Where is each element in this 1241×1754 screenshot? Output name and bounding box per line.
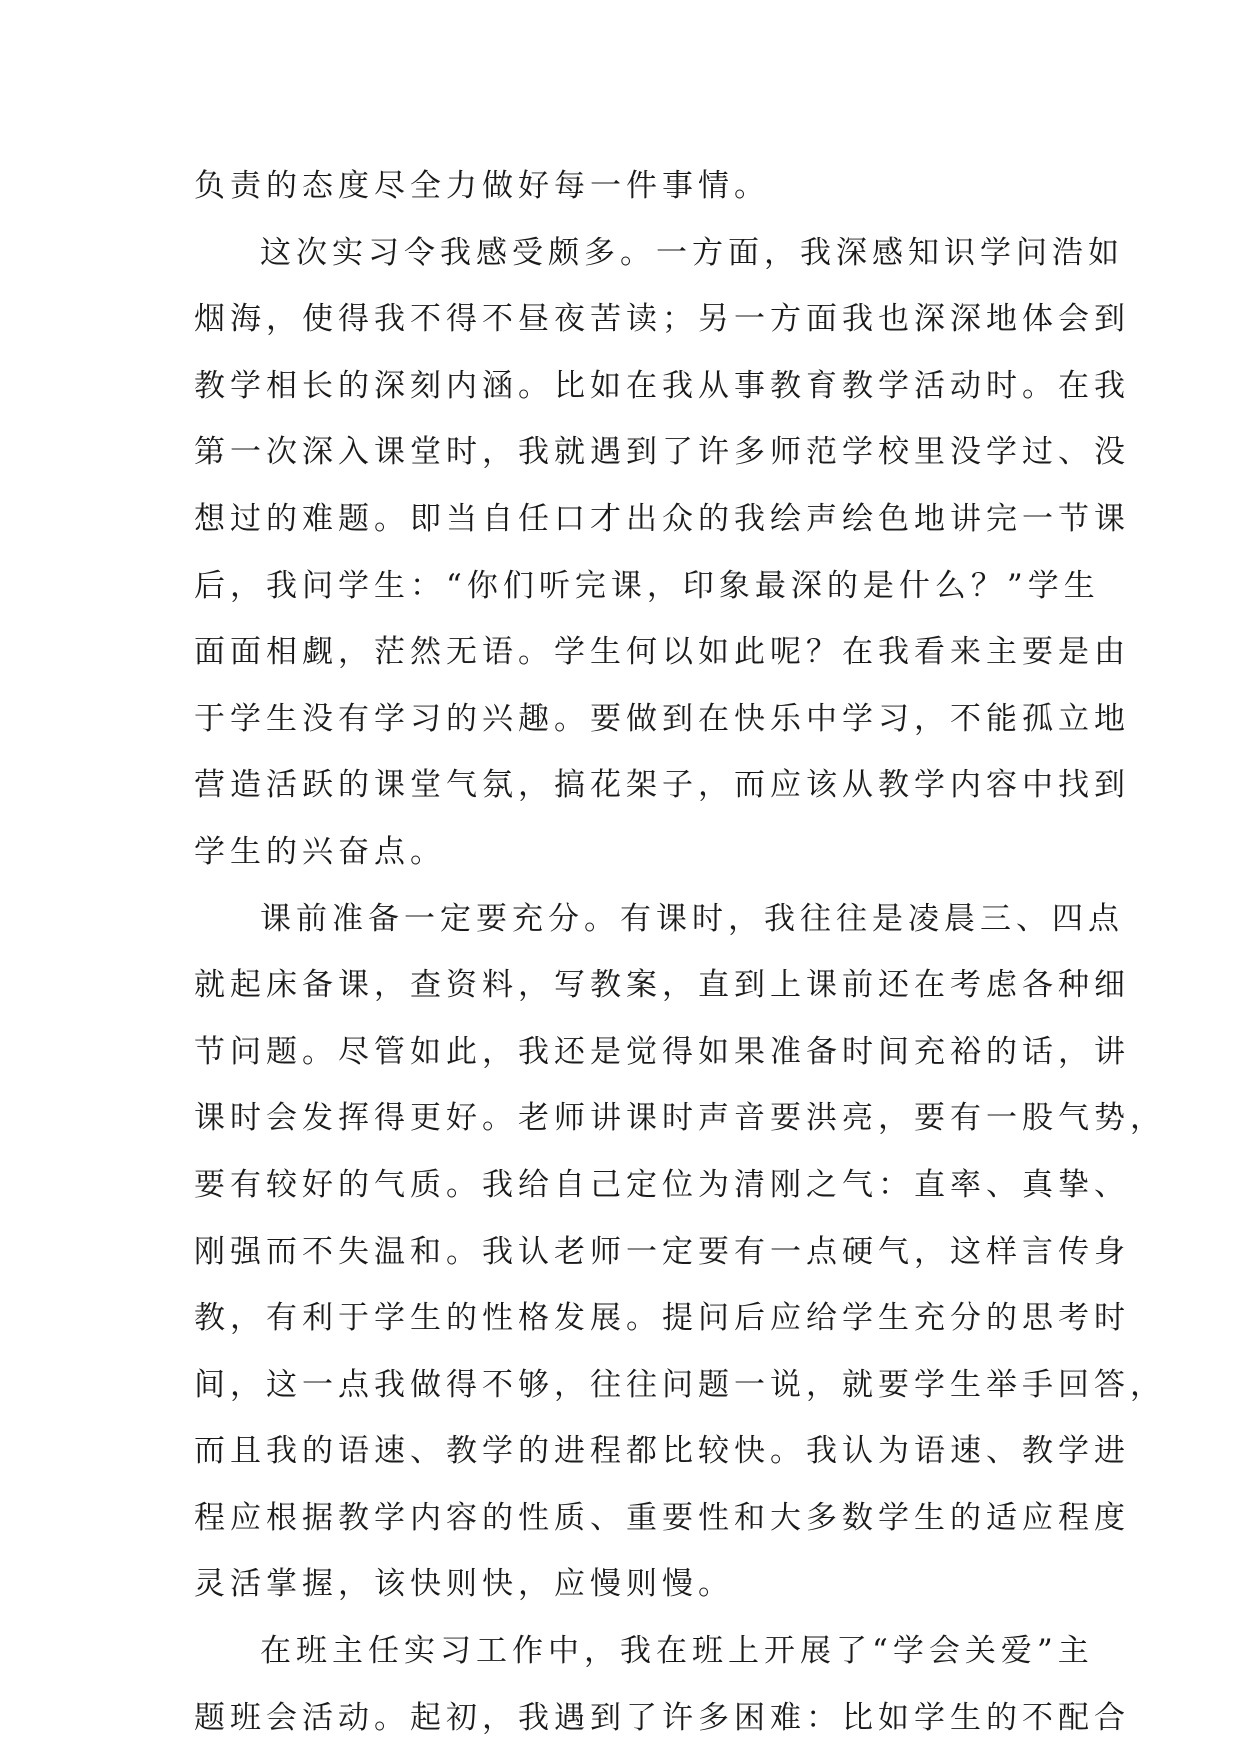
text-line: 就起床备课，查资料，写教案，直到上课前还在考虑各种细 — [194, 967, 1130, 1004]
paragraph-start-line: 这次实习令我感受颇多。一方面，我深感知识学问浩如 — [260, 234, 1124, 271]
text-line: 刚强而不失温和。我认老师一定要有一点硬气，这样言传身 — [194, 1233, 1130, 1270]
text-line: 学生的兴奋点。 — [194, 833, 446, 870]
text-line: 后，我问学生：“你们听完课，印象最深的是什么？”学生 — [194, 567, 1100, 604]
text-line: 题班会活动。起初，我遇到了许多困难：比如学生的不配合 — [194, 1699, 1130, 1736]
text-line: 间，这一点我做得不够，往往问题一说，就要学生举手回答， — [194, 1366, 1166, 1403]
paragraph-start-line: 课前准备一定要充分。有课时，我往往是凌晨三、四点 — [260, 900, 1124, 937]
text-line: 程应根据教学内容的性质、重要性和大多数学生的适应程度 — [194, 1499, 1130, 1536]
text-line: 负责的态度尽全力做好每一件事情。 — [194, 168, 770, 204]
text-line: 要有较好的气质。我给自己定位为清刚之气：直率、真挚、 — [194, 1166, 1130, 1203]
text-line: 课时会发挥得更好。老师讲课时声音要洪亮，要有一股气势， — [194, 1100, 1166, 1137]
text-line: 想过的难题。即当自任口才出众的我绘声绘色地讲完一节课 — [194, 500, 1130, 537]
text-line: 第一次深入课堂时，我就遇到了许多师范学校里没学过、没 — [194, 434, 1130, 471]
text-line: 于学生没有学习的兴趣。要做到在快乐中学习，不能孤立地 — [194, 700, 1130, 737]
text-line: 烟海，使得我不得不昼夜苦读；另一方面我也深深地体会到 — [194, 301, 1130, 338]
text-line: 教学相长的深刻内涵。比如在我从事教育教学活动时。在我 — [194, 367, 1130, 404]
paragraph-start-line: 在班主任实习工作中，我在班上开展了“学会关爱”主 — [260, 1633, 1094, 1670]
text-line: 灵活掌握，该快则快，应慢则慢。 — [194, 1566, 734, 1603]
body-text — [194, 153, 1166, 1751]
text-line: 节问题。尽管如此，我还是觉得如果准备时间充裕的话，讲 — [194, 1033, 1130, 1070]
text-line: 而且我的语速、教学的进程都比较快。我认为语速、教学进 — [194, 1433, 1130, 1470]
text-line: 面面相觑，茫然无语。学生何以如此呢？在我看来主要是由 — [194, 634, 1130, 671]
text-line: 教，有利于学生的性格发展。提问后应给学生充分的思考时 — [194, 1300, 1130, 1337]
text-line: 营造活跃的课堂气氛，搞花架子，而应该从教学内容中找到 — [194, 767, 1130, 804]
